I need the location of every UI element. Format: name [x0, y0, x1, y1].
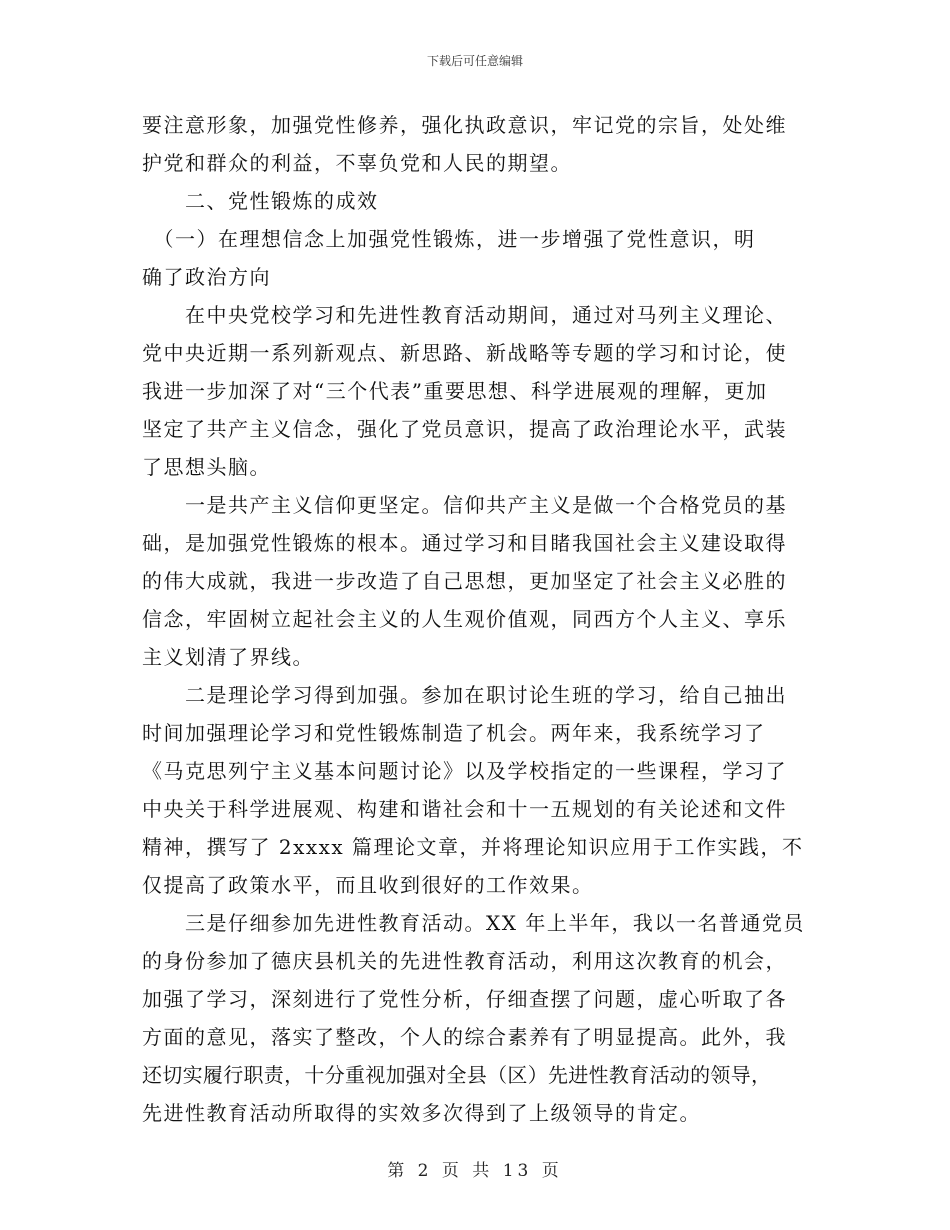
text-line: 一是共产主义信仰更坚定。信仰共产主义是做一个合格党员的基	[142, 493, 787, 517]
text-line: 《马克思列宁主义基本问题讨论》以及学校指定的一些课程，学习了	[142, 759, 787, 783]
page-number: 第 2 页 共 13 页	[387, 1161, 563, 1181]
section-heading: 二、党性锻炼的成效	[142, 189, 379, 213]
text-line: 础，是加强党性锻炼的根本。通过学习和目睹我国社会主义建设取得	[142, 531, 787, 555]
text-line: 三是仔细参加先进性教育活动。XX 年上半年，我以一名普通党员	[142, 911, 805, 935]
text-line: 的身份参加了德庆县机关的先进性教育活动，利用这次教育的机会，	[142, 949, 787, 973]
text-line: 我进一步加深了对“三个代表”重要思想、科学进展观的理解，更加	[142, 379, 768, 403]
text-line: 加强了学习，深刻进行了党性分析，仔细查摆了问题，虚心听取了各	[142, 987, 787, 1011]
text-line: 了思想头脑。	[142, 455, 271, 479]
text-line: 精神，撰写了 2xxxx 篇理论文章，并将理论知识应用于工作实践，不	[142, 835, 804, 859]
text-line: 主义划清了界线。	[142, 645, 314, 669]
text-line: 党中央近期一系列新观点、新思路、新战略等专题的学习和讨论，使	[142, 341, 787, 365]
document-body	[142, 106, 806, 1132]
text-line: 坚定了共产主义信念，强化了党员意识，提高了政治理论水平，武装	[142, 417, 787, 441]
text-line: 时间加强理论学习和党性锻炼制造了机会。两年来，我系统学习了	[142, 721, 766, 745]
text-line: 在中央党校学习和先进性教育活动期间，通过对马列主义理论、	[142, 303, 787, 327]
text-line: 信念，牢固树立起社会主义的人生观价值观，同西方个人主义、享乐	[142, 607, 787, 631]
subsection-heading: （一）在理想信念上加强党性锻炼，进一步增强了党性意识，明	[142, 227, 756, 251]
text-line: 的伟大成就，我进一步改造了自己思想，更加坚定了社会主义必胜的	[142, 569, 787, 593]
text-line: 要注意形象，加强党性修养，强化执政意识，牢记党的宗旨，处处维	[142, 113, 787, 137]
text-line: 护党和群众的利益，不辜负党和人民的期望。	[142, 151, 572, 175]
text-line: 二是理论学习得到加强。参加在职讨论生班的学习，给自己抽出	[142, 683, 787, 707]
subsection-heading: 确了政治方向	[142, 265, 271, 289]
text-line: 还切实履行职责，十分重视加强对全县（区）先进性教育活动的领导，	[142, 1063, 772, 1087]
text-line: 方面的意见，落实了整改，个人的综合素养有了明显提高。此外，我	[142, 1025, 787, 1049]
text-line: 先进性教育活动所取得的实效多次得到了上级领导的肯定。	[142, 1101, 701, 1125]
text-line: 中央关于科学进展观、构建和谐社会和十一五规划的有关论述和文件	[142, 797, 787, 821]
text-line: 仅提高了政策水平，而且收到很好的工作效果。	[142, 873, 594, 897]
page-header: 下载后可任意编辑	[426, 54, 523, 68]
